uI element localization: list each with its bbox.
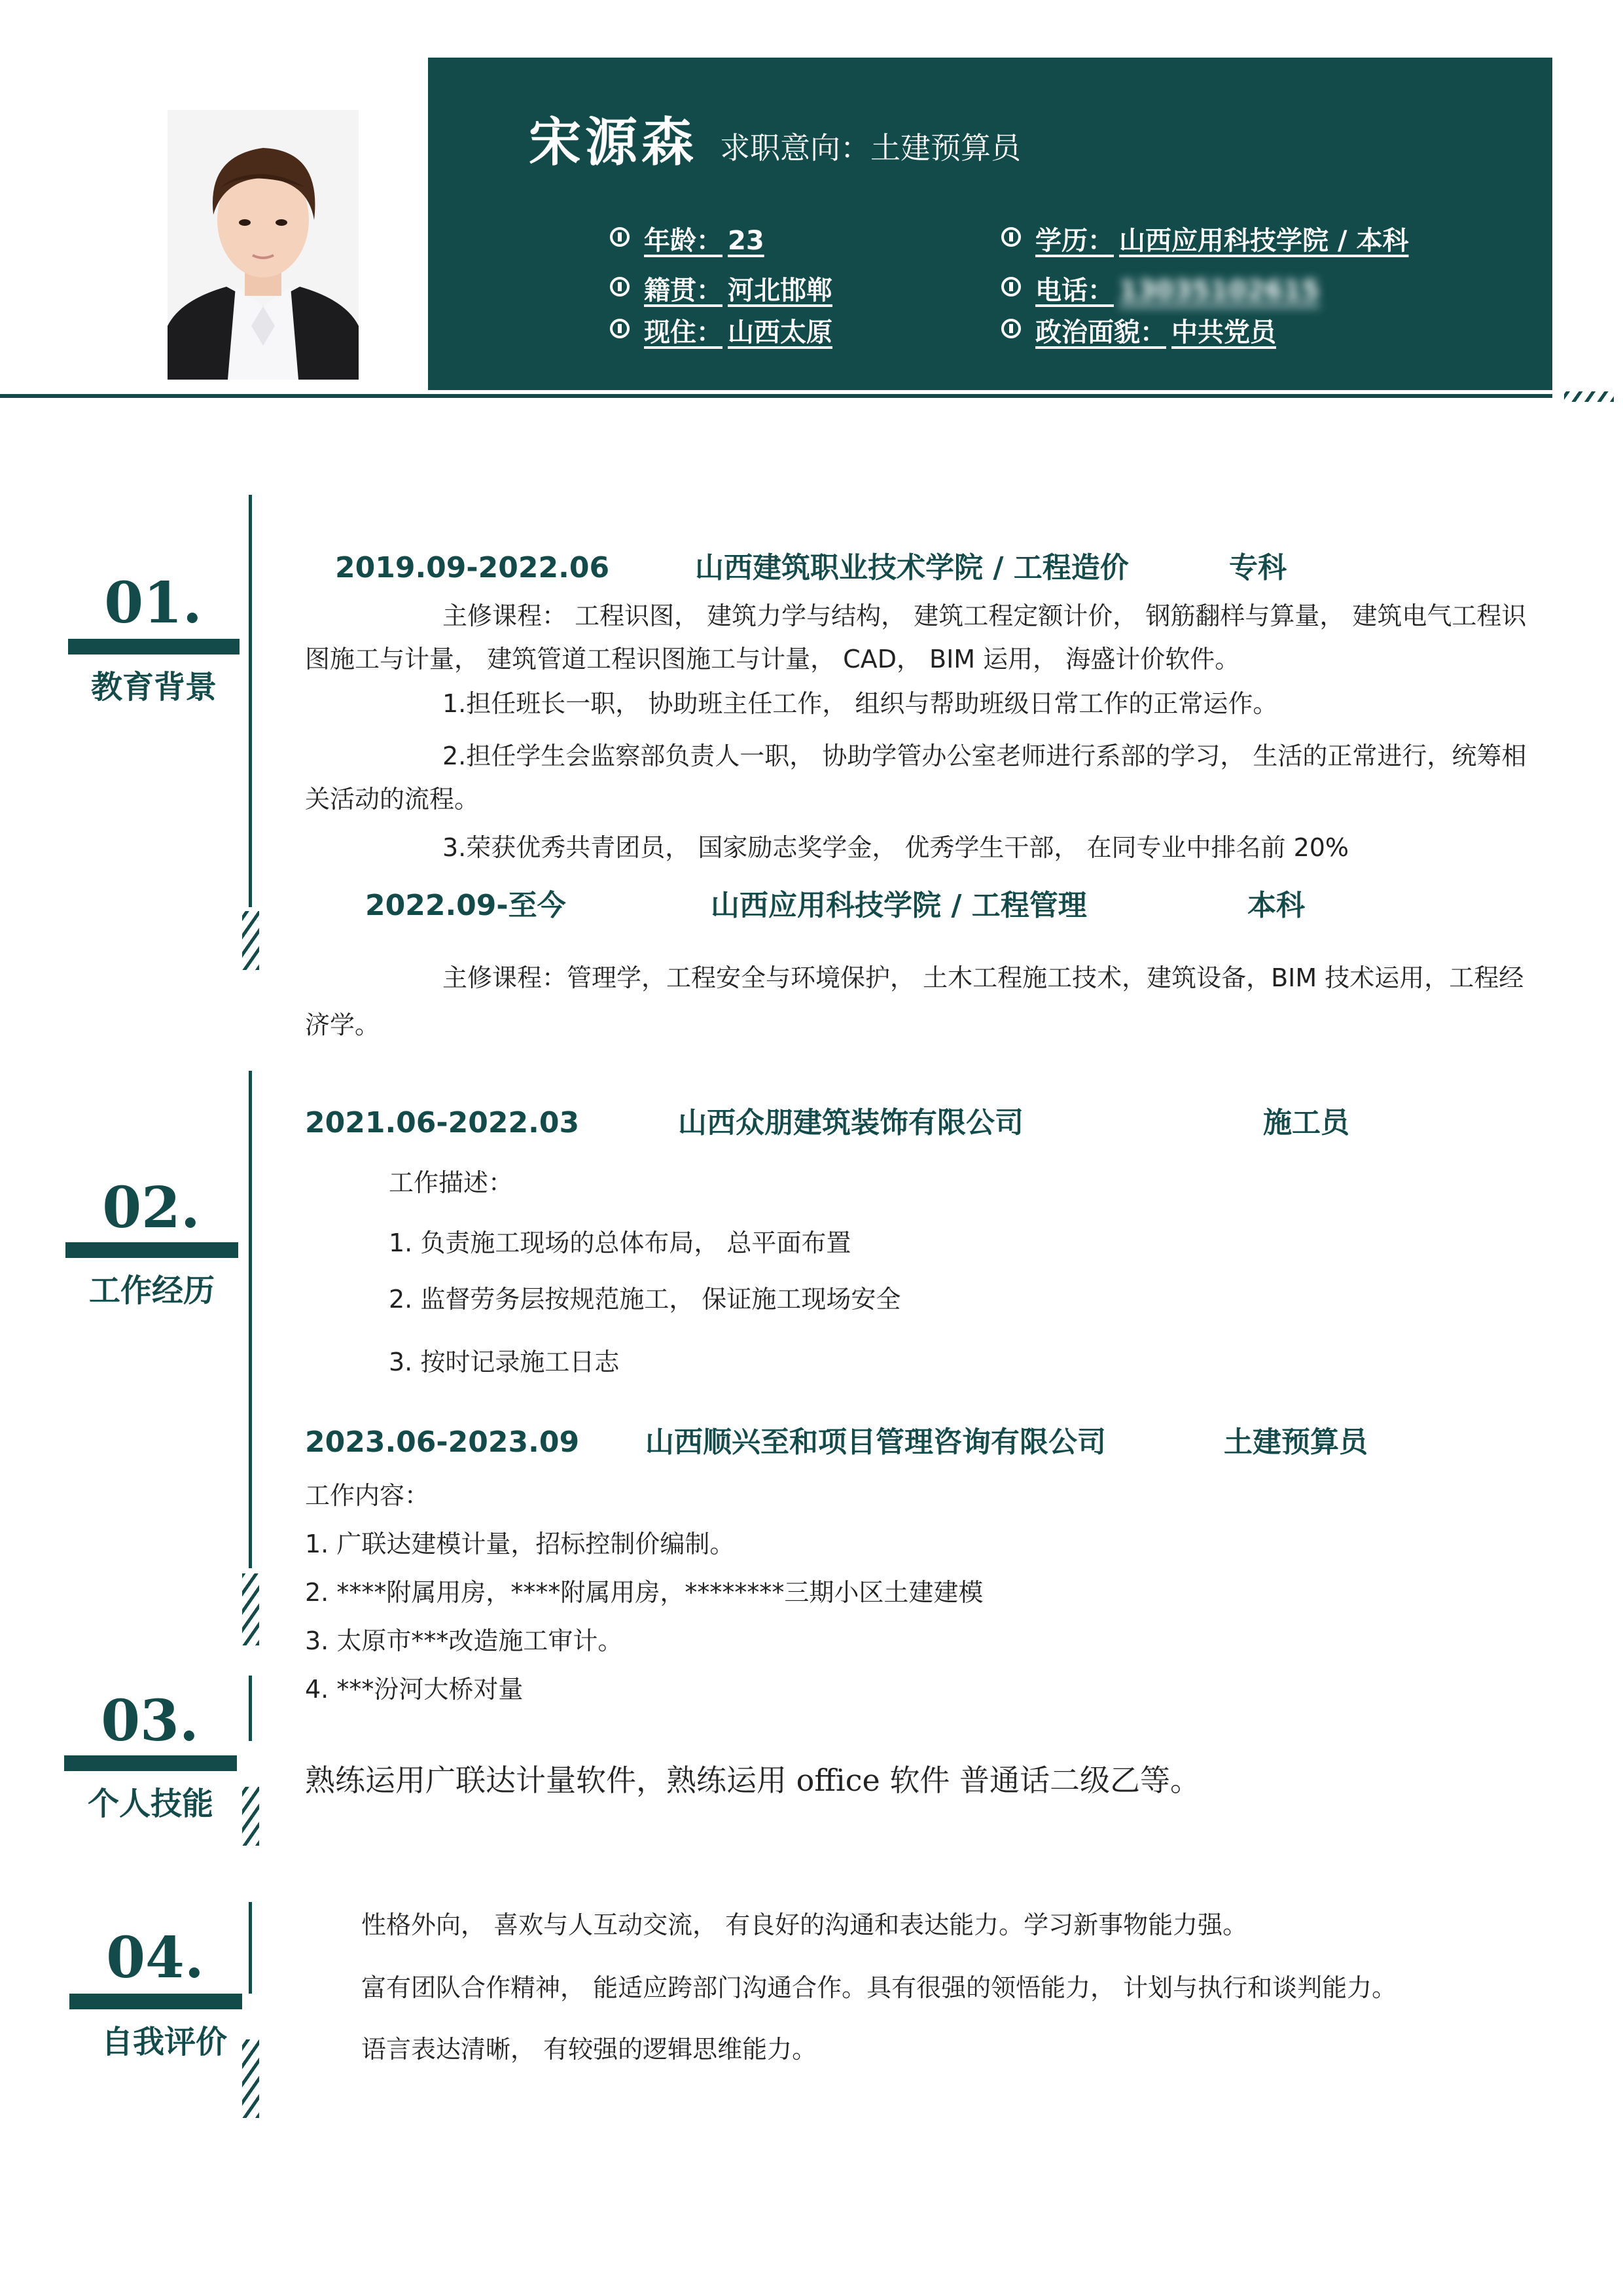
bullet-icon bbox=[610, 227, 630, 247]
section-title-work: 工作经历 bbox=[88, 1272, 215, 1309]
info-education: 学历： 山西应用科技学院 / 本科 bbox=[1001, 223, 1408, 259]
edu-period: 2019.09-2022.06 bbox=[335, 551, 610, 584]
section-bar bbox=[65, 1242, 238, 1258]
work-item: 2. 监督劳务层按规范施工， 保证施工现场安全 bbox=[389, 1285, 901, 1314]
section-bar bbox=[64, 1755, 237, 1771]
section-bar bbox=[68, 639, 240, 655]
divider-hatch bbox=[1564, 391, 1614, 402]
timeline-hatch bbox=[242, 1787, 259, 1846]
info-hometown: 籍贯： 河北邯郸 bbox=[610, 272, 832, 309]
work-item: 4. ***汾河大桥对量 bbox=[305, 1675, 524, 1704]
edu-item: 2.担任学生会监察部负责人一职， 协助学管办公室老师进行系部的学习， 生活的正常进行，统筹相关活动的流程。 bbox=[305, 742, 1527, 814]
self-evaluation-item: 语言表达清晰， 有较强的逻辑思维能力。 bbox=[361, 2035, 817, 2064]
work-item: 3. 太原市***改造施工审计。 bbox=[305, 1626, 623, 1655]
timeline-hatch bbox=[242, 911, 259, 970]
person-portrait-icon bbox=[168, 110, 359, 380]
work-item: 2. ****附属用房，****附属用房，********三期小区土建建模 bbox=[305, 1578, 984, 1607]
bullet-icon bbox=[610, 277, 630, 296]
candidate-name: 宋源森 bbox=[529, 112, 698, 173]
work-period: 2023.06-2023.09 bbox=[305, 1426, 580, 1459]
work-desc-label: 工作描述： bbox=[389, 1168, 514, 1197]
work-item: 1. 负责施工现场的总体布局， 总平面布置 bbox=[389, 1229, 851, 1257]
edu-degree: 专科 bbox=[1229, 551, 1287, 584]
section-bar bbox=[69, 1994, 242, 2009]
edu-degree: 本科 bbox=[1247, 889, 1305, 922]
work-company: 山西众朋建筑装饰有限公司 bbox=[678, 1106, 1024, 1139]
edu-item: 3.荣获优秀共青团员， 国家励志奖学金， 优秀学生干部， 在同专业中排名前 20% bbox=[442, 833, 1349, 862]
edu-school: 山西应用科技学院 / 工程管理 bbox=[711, 889, 1087, 922]
timeline-line-skills bbox=[249, 1676, 252, 1741]
timeline-line-education bbox=[249, 495, 252, 907]
info-residence: 现住： 山西太原 bbox=[610, 314, 832, 351]
phone-number-blurred: 13035102615 bbox=[1119, 276, 1320, 306]
work-period: 2021.06-2022.03 bbox=[305, 1106, 580, 1139]
work-role: 施工员 bbox=[1263, 1106, 1349, 1139]
timeline-line-work bbox=[249, 1071, 252, 1568]
info-political-status: 政治面貌： 中共党员 bbox=[1001, 314, 1276, 351]
header-divider bbox=[0, 394, 1552, 398]
work-item: 3. 按时记录施工日志 bbox=[389, 1348, 620, 1376]
edu-item: 1.担任班长一职， 协助班主任工作， 组织与帮助班级日常工作的正常运作。 bbox=[442, 689, 1278, 718]
profile-photo bbox=[168, 110, 359, 380]
work-role: 土建预算员 bbox=[1224, 1426, 1368, 1459]
edu-period: 2022.09-至今 bbox=[365, 889, 566, 922]
bullet-icon bbox=[1001, 227, 1021, 247]
skills-text: 熟练运用广联达计量软件，熟练运用 office 软件 普通话二级乙等。 bbox=[305, 1763, 1200, 1798]
work-item: 1. 广联达建模计量，招标控制价编制。 bbox=[305, 1530, 735, 1558]
edu-courses: 主修课程： 工程识图， 建筑力学与结构， 建筑工程定额计价， 钢筋翻样与算量， 建筑电气工程识图施工与计量， 建筑管道工程识图施工与计量， CAD， BIM 运用， 海盛计价软件。 bbox=[305, 601, 1527, 673]
timeline-hatch bbox=[242, 1573, 259, 1645]
bullet-icon bbox=[1001, 319, 1021, 338]
section-title-education: 教育背景 bbox=[90, 669, 217, 706]
section-number-work: 02. bbox=[102, 1175, 200, 1241]
self-evaluation-item: 性格外向， 喜欢与人互动交流， 有良好的沟通和表达能力。学习新事物能力强。 bbox=[361, 1910, 1248, 1939]
info-phone: 电话： 13035102615 bbox=[1001, 272, 1319, 309]
timeline-line-self bbox=[249, 1902, 252, 1994]
info-age: 年龄： 23 bbox=[610, 223, 764, 259]
edu-school: 山西建筑职业技术学院 / 工程造价 bbox=[695, 551, 1129, 584]
section-number-self: 04. bbox=[106, 1925, 204, 1991]
section-title-self: 自我评价 bbox=[101, 2024, 227, 2060]
work-desc-label: 工作内容： bbox=[305, 1481, 430, 1510]
edu-courses: 主修课程：管理学，工程安全与环境保护， 土木工程施工技术，建筑设备，BIM 技术运用，工程经济学。 bbox=[305, 963, 1524, 1039]
job-intent: 求职意向：土建预算员 bbox=[720, 130, 1021, 166]
section-number-education: 01. bbox=[104, 570, 202, 636]
bullet-icon bbox=[610, 319, 630, 338]
section-number-skills: 03. bbox=[101, 1688, 199, 1754]
work-company: 山西顺兴至和项目管理咨询有限公司 bbox=[645, 1426, 1106, 1459]
section-title-skills: 个人技能 bbox=[87, 1785, 213, 1822]
self-evaluation-item: 富有团队合作精神， 能适应跨部门沟通合作。具有很强的领悟能力， 计划与执行和谈判能力。 bbox=[361, 1973, 1397, 2002]
bullet-icon bbox=[1001, 277, 1021, 296]
